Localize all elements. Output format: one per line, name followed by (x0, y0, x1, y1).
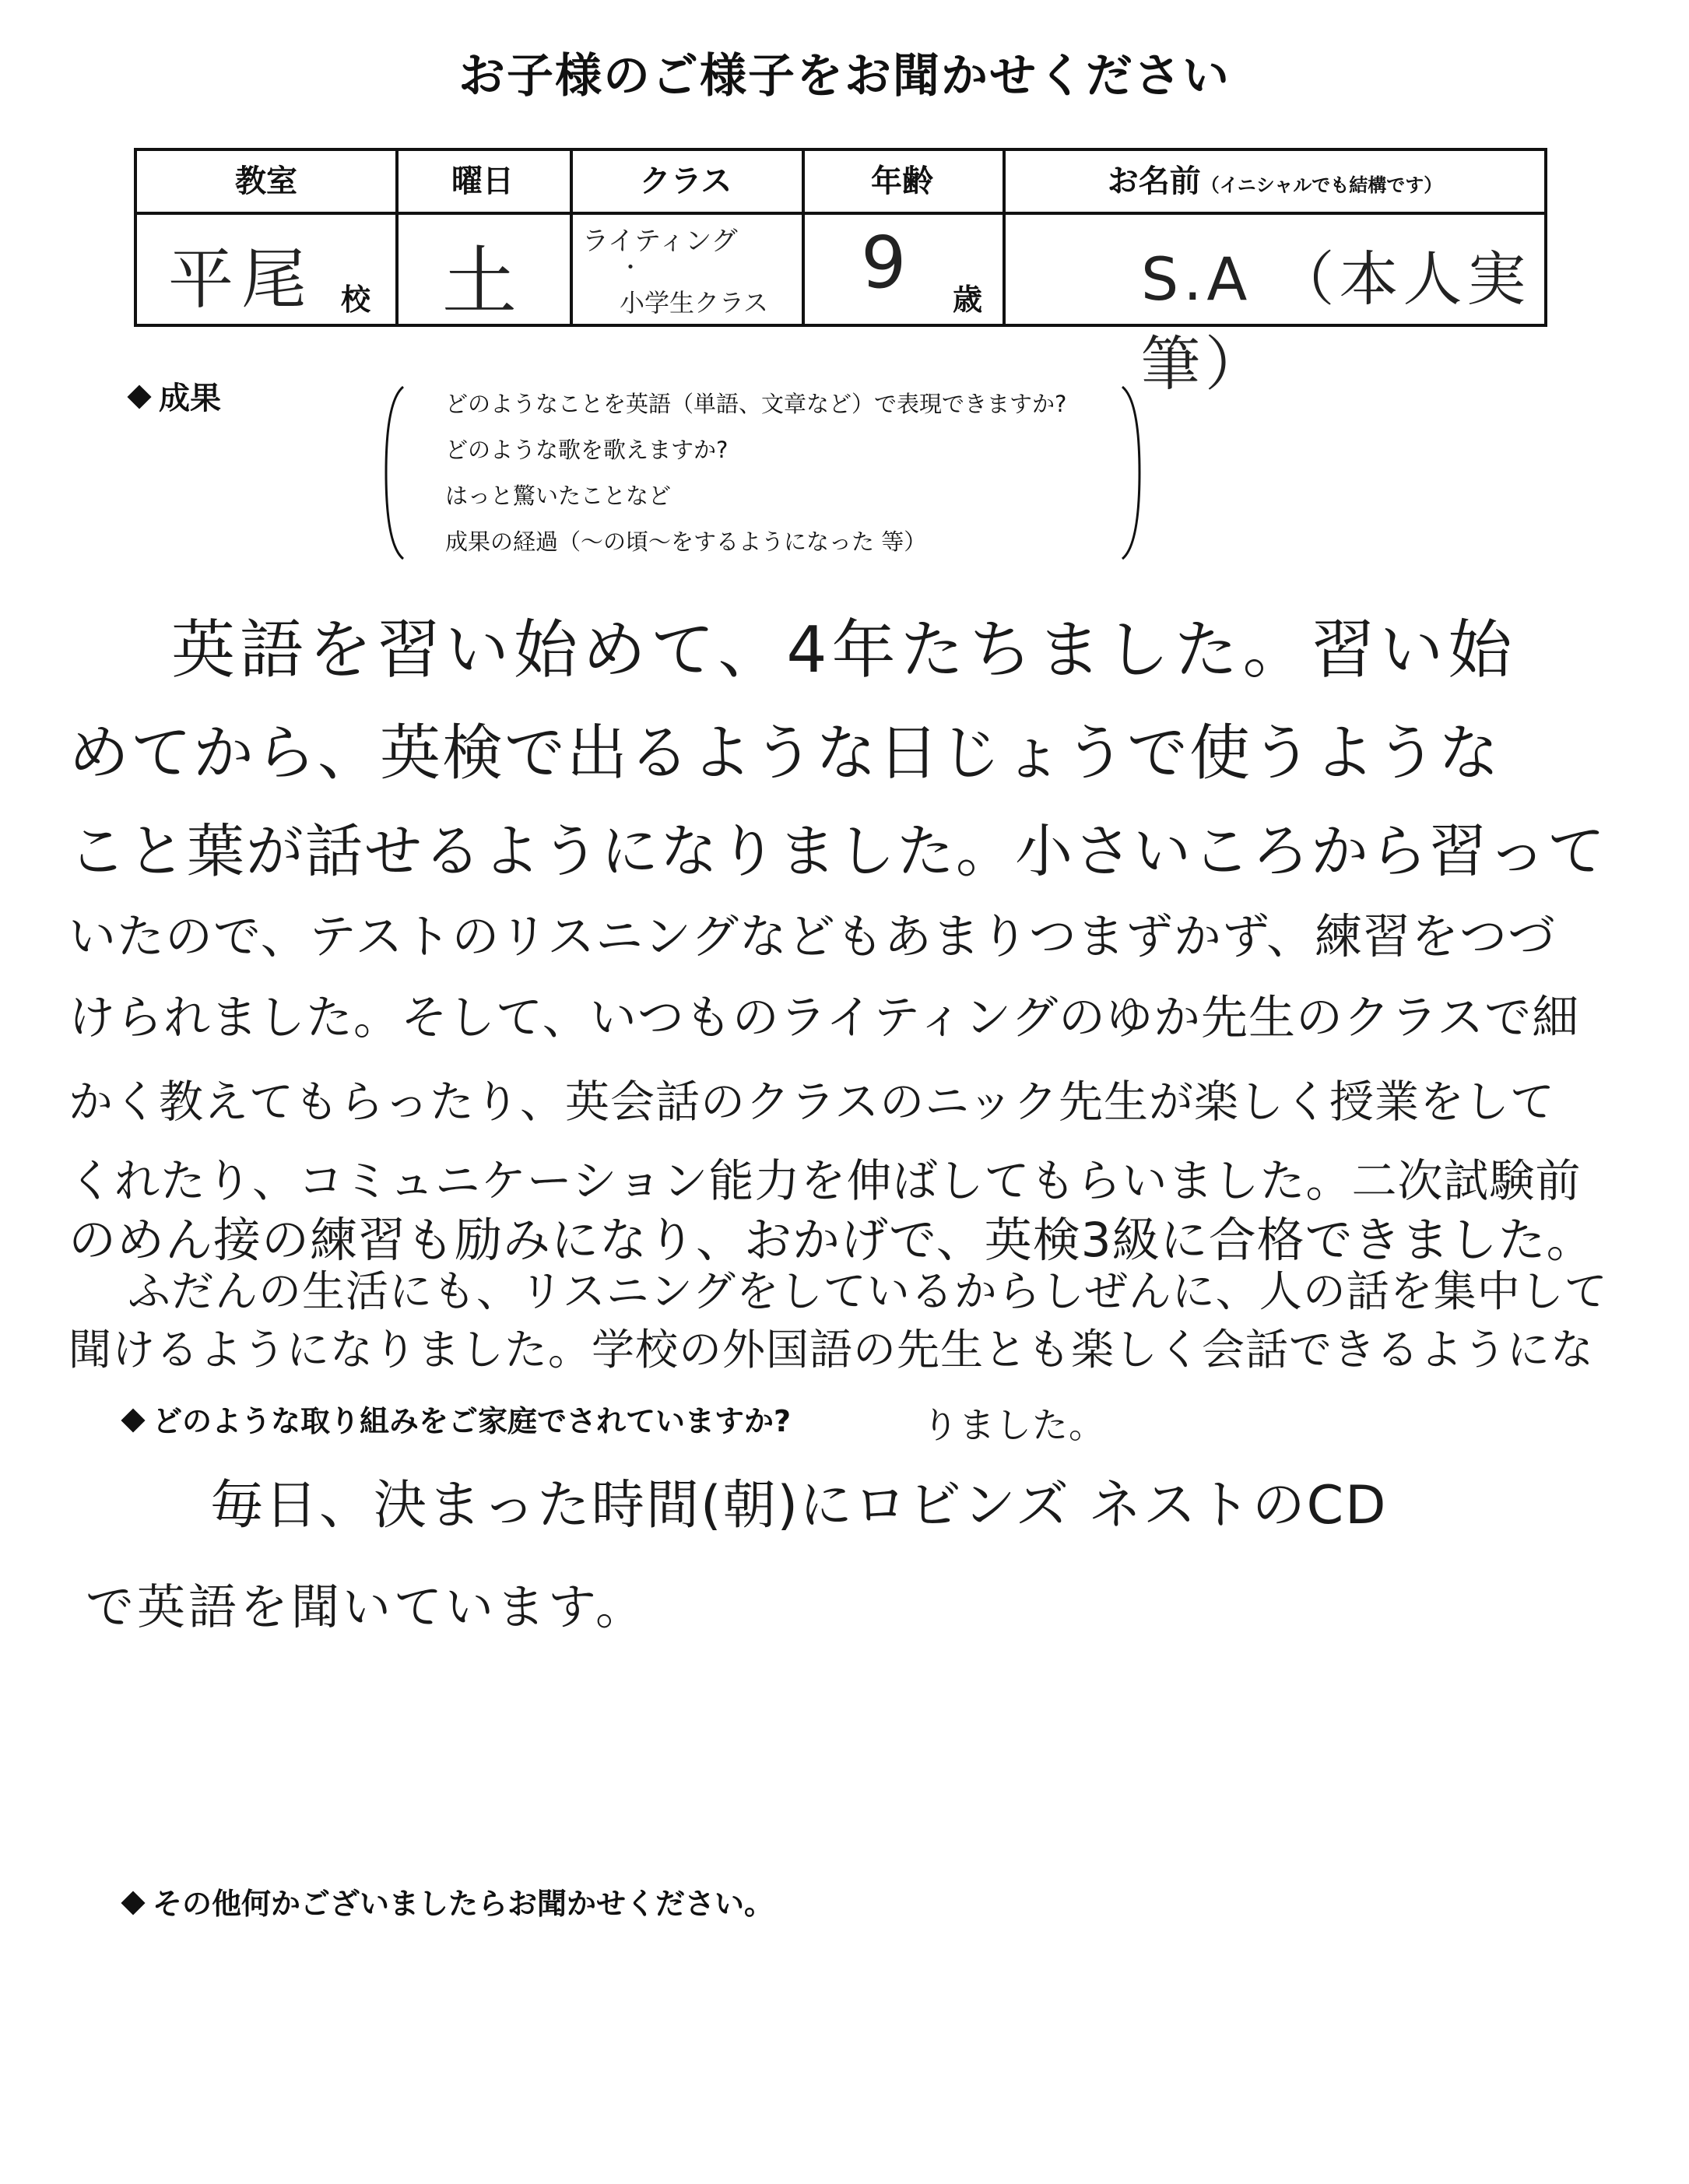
handwritten-line: いたので、テストのリスニングなどもあまりつまずかず、練習をつづ (68, 909, 1557, 964)
header-name (1003, 151, 1547, 212)
weekday-value: 土 (442, 238, 517, 325)
name-value: S.A （本人実筆） (1141, 244, 1531, 399)
results-prompt: はっと驚いたことなど (445, 483, 672, 509)
class-value-line1: ライティング (582, 226, 738, 257)
header-name-note: （イニシャルでも結構です） (1200, 174, 1443, 196)
diamond-bullet-icon (121, 1891, 145, 1915)
handwritten-line: くれたり、コミュニケーション能力を伸ばしてもらいました。二次試験前 (68, 1154, 1582, 1207)
age-suffix: 歳 (953, 283, 983, 317)
classroom-value: 平尾 (168, 241, 315, 318)
header-weekday: 曜日 (451, 163, 514, 199)
diamond-bullet-icon (127, 384, 151, 409)
handwritten-line: で英語を聞いています。 (86, 1578, 648, 1635)
left-bracket-icon (383, 385, 405, 560)
handwritten-line: こと葉が話せるようになりました。小さいころから習って (68, 818, 1606, 885)
right-bracket-icon (1121, 385, 1143, 560)
handwritten-continuation: りました。 (922, 1404, 1105, 1446)
form-title: お子様のご様子をお聞かせください (458, 49, 1231, 104)
results-prompt: どのような歌を歌えますか? (445, 437, 729, 463)
header-name-label: お名前 (1107, 163, 1201, 199)
table-header-divider (137, 212, 1544, 215)
results-heading (131, 374, 221, 418)
handwritten-line: 聞けるようになりました。学校の外国語の先生とも楽しく会話できるようにな (68, 1325, 1595, 1375)
header-age: 年齢 (871, 163, 933, 199)
header-classroom: 教室 (235, 163, 297, 199)
header-class: クラス (639, 163, 732, 199)
results-prompt: 成果の経過（～の頃～をするようになった 等） (445, 528, 927, 555)
handwritten-line: めてから、英検で出るような日じょうで使うような (68, 718, 1501, 788)
handwritten-line: 英語を習い始めて、4年たちました。習い始 (171, 613, 1517, 687)
handwritten-line: のめん接の練習も励みになり、おかげで、英検3級に合格できました。 (68, 1213, 1595, 1268)
results-prompt: どのようなことを英語（単語、文章など）で表現できますか? (445, 391, 1067, 417)
handwritten-line: けられました。そして、いつものライティングのゆか先生のクラスで細 (68, 991, 1580, 1045)
classroom-suffix: 校 (341, 283, 371, 317)
home-heading (125, 1397, 791, 1440)
handwritten-line: ふだんの生活にも、リスニングをしているからしぜんに、人の話を集中して (128, 1266, 1608, 1316)
results-prompts (445, 381, 1066, 565)
class-value-line2: ・ (620, 255, 642, 280)
handwritten-line: かく教えてもらったり、英会話のクラスのニック先生が楽しく授業をして (68, 1076, 1556, 1128)
home-heading-text: どのような取り組みをご家庭でされていますか? (153, 1404, 792, 1438)
other-heading (125, 1880, 774, 1922)
other-heading-text: その他何かございましたらお聞かせください。 (153, 1887, 774, 1921)
class-value-line3: 小学生クラス (620, 288, 769, 318)
diamond-bullet-icon (121, 1408, 145, 1432)
handwritten-line: 毎日、決まった時間(朝)にロビンズ ネストのCD (210, 1475, 1388, 1536)
results-heading-text: 成果 (159, 381, 221, 416)
age-value: 9 (861, 221, 907, 304)
